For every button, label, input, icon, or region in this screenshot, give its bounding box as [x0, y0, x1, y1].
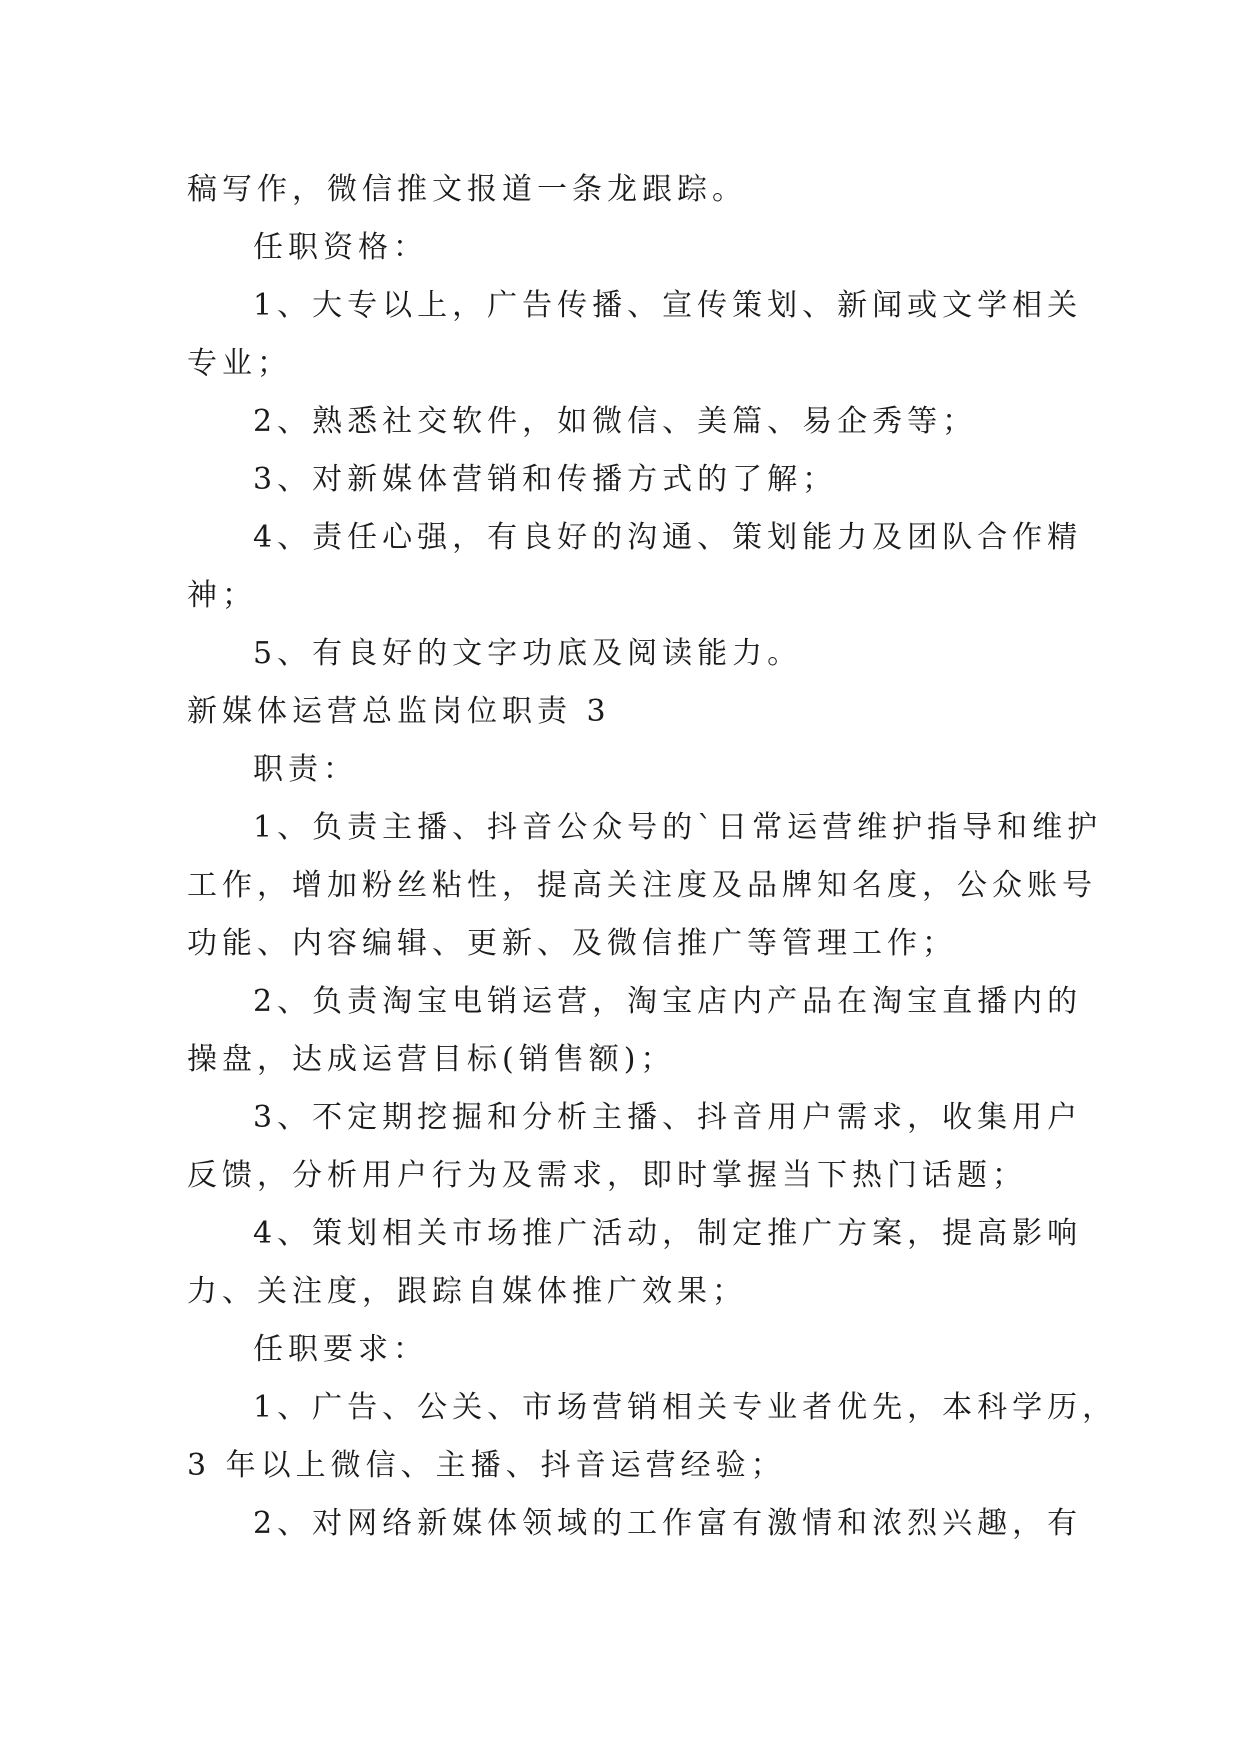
list-item: 2、熟悉社交软件，如微信、美篇、易企秀等； — [253, 404, 978, 439]
text-line: 工作，增加粉丝粘性，提高关注度及品牌知名度，公众账号 — [187, 868, 1097, 903]
list-item: 5、有良好的文字功底及阅读能力。 — [253, 636, 803, 671]
text-line: 神； — [187, 578, 257, 613]
list-item: 4、责任心强，有良好的沟通、策划能力及团队合作精 — [253, 520, 1083, 555]
text-line: 专业； — [187, 346, 292, 381]
text-line: 稿写作，微信推文报道一条龙跟踪。 — [187, 172, 747, 207]
text-line: 功能、内容编辑、更新、及微信推广等管理工作； — [187, 926, 957, 961]
list-item: 2、负责淘宝电销运营，淘宝店内产品在淘宝直播内的 — [253, 984, 1083, 1019]
list-item: 1、负责主播、抖音公众号的`日常运营维护指导和维护 — [253, 810, 1103, 845]
text-line: 反馈，分析用户行为及需求，即时掌握当下热门话题； — [187, 1158, 1027, 1193]
list-item: 4、策划相关市场推广活动，制定推广方案，提高影响 — [253, 1216, 1083, 1251]
section-heading-qualifications: 任职资格： — [253, 230, 428, 265]
list-item: 1、广告、公关、市场营销相关专业者优先，本科学历， — [253, 1390, 1118, 1425]
list-item: 2、对网络新媒体领域的工作富有激情和浓烈兴趣，有 — [253, 1506, 1083, 1541]
list-item: 3、不定期挖掘和分析主播、抖音用户需求，收集用户 — [253, 1100, 1083, 1135]
text-line: 力、关注度，跟踪自媒体推广效果； — [187, 1274, 747, 1309]
text-line: 3 年以上微信、主播、抖音运营经验； — [187, 1448, 786, 1483]
section-heading-requirements: 任职要求： — [253, 1332, 428, 1367]
list-item: 3、对新媒体营销和传播方式的了解； — [253, 462, 838, 497]
document-body — [187, 161, 1118, 1553]
section-title: 新媒体运营总监岗位职责 3 — [187, 694, 611, 729]
section-heading-duties: 职责： — [253, 752, 358, 787]
text-line: 操盘，达成运营目标(销售额)； — [187, 1042, 676, 1077]
list-item: 1、大专以上，广告传播、宣传策划、新闻或文学相关 — [253, 288, 1083, 323]
